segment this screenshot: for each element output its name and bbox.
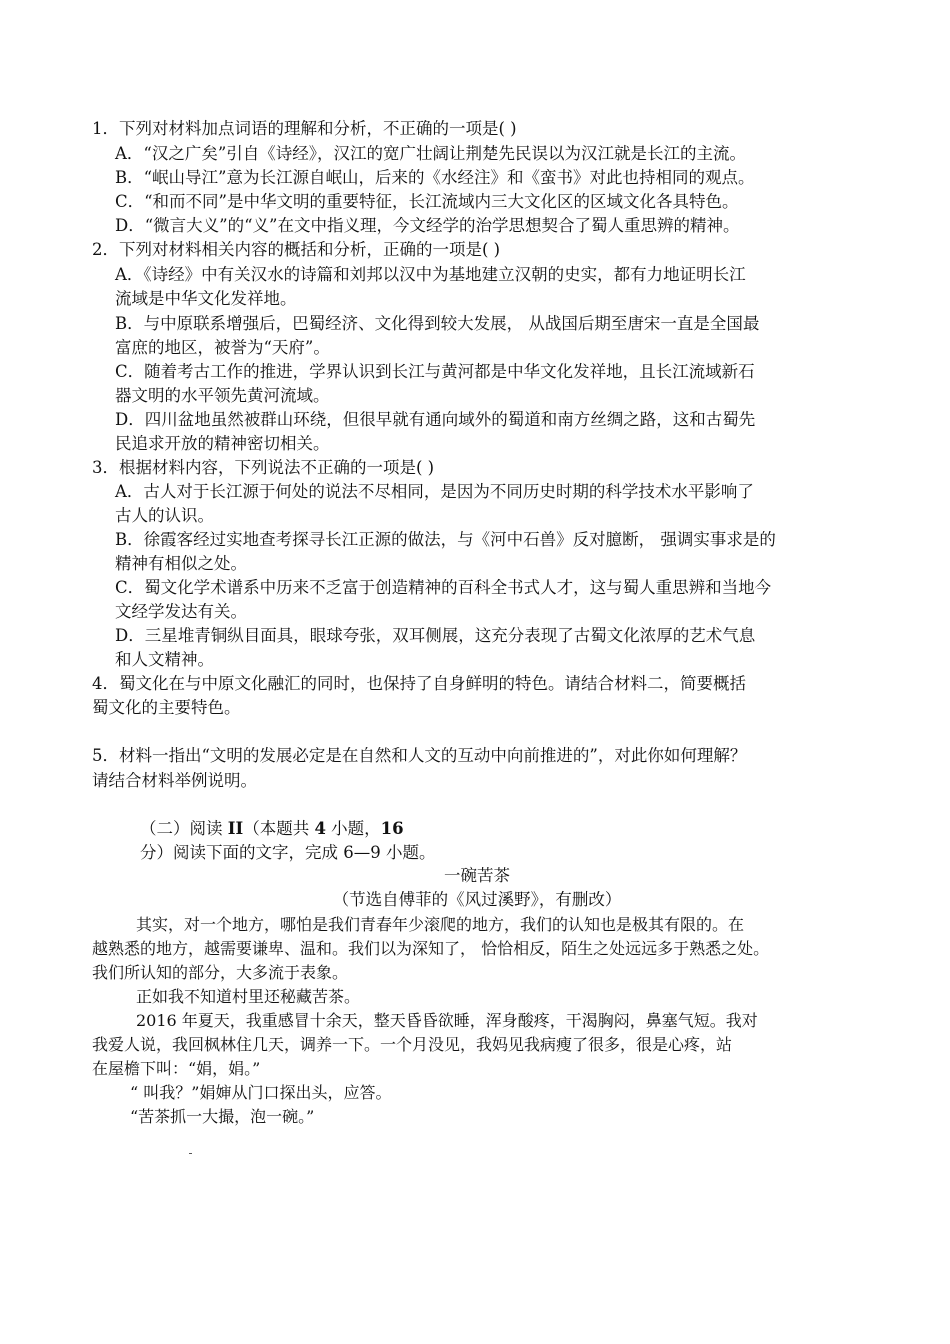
question-3-option-a-cont: 古人的认识。 [115, 506, 214, 525]
story-paragraph-2: 正如我不知道村里还秘藏苦茶。 [136, 987, 361, 1006]
story-paragraph-1-line-3: 我们所认知的部分，大多流于表象。 [92, 963, 349, 982]
question-2-option-c-cont: 器文明的水平领先黄河流域。 [115, 386, 330, 405]
question-3-stem: 3．根据材料内容，下列说法不正确的一项是( ) [92, 458, 435, 477]
question-3-option-c-cont: 文经学发达有关。 [115, 602, 247, 621]
story-source: （节选自傅菲的《风过溪野》，有删改） [332, 890, 622, 909]
question-3-option-d-cont: 和人文精神。 [115, 650, 214, 669]
story-title: 一碗苦茶 [444, 866, 510, 885]
section-2-mid2: 小题， [325, 819, 381, 838]
section-2-roman: II [227, 819, 244, 838]
story-paragraph-3-line-2: 我爱人说，我回枫林住几天，调养一下。一个月没见，我妈见我病瘦了很多，很是心疼，站 [92, 1035, 733, 1054]
section-2-count: 4 [314, 819, 326, 838]
story-paragraph-1-line-2: 越熟悉的地方，越需要谦卑、温和。我们以为深知了， 恰恰相反，陌生之处远远多于熟悉之处。 [92, 939, 770, 958]
question-1-option-d: D．“微言大义”的“义”在文中指义理，今文经学的治学思想契合了蜀人重思辨的精神。 [115, 216, 740, 235]
story-paragraph-1-line-1: 其实，对一个地方，哪怕是我们青春年少滚爬的地方，我们的认知也是极其有限的。在 [136, 915, 745, 934]
section-2-mid: （本题共 [243, 819, 315, 838]
section-2-prefix: （二）阅读 [140, 819, 228, 838]
question-2-option-b: B．与中原联系增强后，巴蜀经济、文化得到较大发展， 从战国后期至唐宋一直是全国最 [115, 314, 760, 333]
story-paragraph-3-line-1: 2016 年夏天，我重感冒十余天，整天昏昏欲睡，浑身酸疼，干渴胸闷，鼻塞气短。我对 [136, 1011, 758, 1030]
question-3-option-a: A．古人对于长江源于何处的说法不尽相同，是因为不同历史时期的科学技术水平影响了 [115, 482, 754, 501]
question-3-option-c: C．蜀文化学术谱系中历来不乏富于创造精神的百科全书式人才，这与蜀人重思辨和当地今 [115, 578, 772, 597]
question-1-option-b: B．“岷山导江”意为长江源自岷山，后来的《水经注》和《蛮书》对此也持相同的观点。 [115, 168, 755, 187]
question-1-option-c: C．“和而不同”是中华文明的重要特征，长江流域内三大文化区的区域文化各具特色。 [115, 192, 739, 211]
question-3-option-b: B．徐霞客经过实地查考探寻长江正源的做法，与《河中石兽》反对臆断， 强调实事求是的 [115, 530, 776, 549]
question-1-stem: 1．下列对材料加点词语的理解和分析，不正确的一项是( ) [92, 119, 517, 138]
question-2-option-b-cont: 富庶的地区，被誉为“天府”。 [115, 338, 330, 357]
question-2-stem: 2．下列对材料相关内容的概括和分析，正确的一项是( ) [92, 240, 501, 259]
question-3-option-d: D．三星堆青铜纵目面具，眼球夸张，双耳侧展，这充分表现了古蜀文化浓厚的艺术气息 [115, 626, 756, 645]
question-2-option-c: C．随着考古工作的推进，学界认识到长江与黄河都是中华文化发祥地，且长江流域新石 [115, 362, 755, 381]
question-2-option-d-cont: 民追求开放的精神密切相关。 [115, 434, 330, 453]
question-5-line-2: 请结合材料举例说明。 [92, 771, 257, 790]
question-2-option-a-cont: 流域是中华文化发祥地。 [115, 289, 297, 308]
question-4-line-1: 4．蜀文化在与中原文化融汇的同时，也保持了自身鲜明的特色。请结合材料二，简要概括 [92, 674, 746, 693]
question-4-line-2: 蜀文化的主要特色。 [92, 698, 241, 717]
question-5-line-1: 5．材料一指出“文明的发展必定是在自然和人文的互动中向前推进的”，对此你如何理解？ [92, 746, 747, 765]
section-2-heading [140, 818, 404, 840]
question-1-option-a: A．“汉之广矣”引自《诗经》，汉江的宽广壮阔让荆楚先民误以为汉江就是长江的主流。 [115, 144, 747, 163]
question-3-option-b-cont: 精神有相似之处。 [115, 554, 247, 573]
stray-mark [189, 1153, 192, 1154]
question-2-option-a: A．《诗经》中有关汉水的诗篇和刘邦以汉中为基地建立汉朝的史实，都有力地证明长江 [115, 265, 746, 284]
question-2-option-d: D．四川盆地虽然被群山环绕，但很早就有通向域外的蜀道和南方丝绸之路，这和古蜀先 [115, 410, 756, 429]
story-paragraph-4: “ 叫我？”娟婶从门口探出头，应答。 [130, 1083, 392, 1102]
story-paragraph-5: “苦茶抓一大撮，泡一碗。” [130, 1107, 315, 1126]
story-paragraph-3-line-3: 在屋檐下叫：“娟，娟。” [92, 1059, 261, 1078]
section-2-instruction: 分）阅读下面的文字，完成 6—9 小题。 [140, 843, 436, 862]
section-2-score: 16 [380, 819, 404, 838]
